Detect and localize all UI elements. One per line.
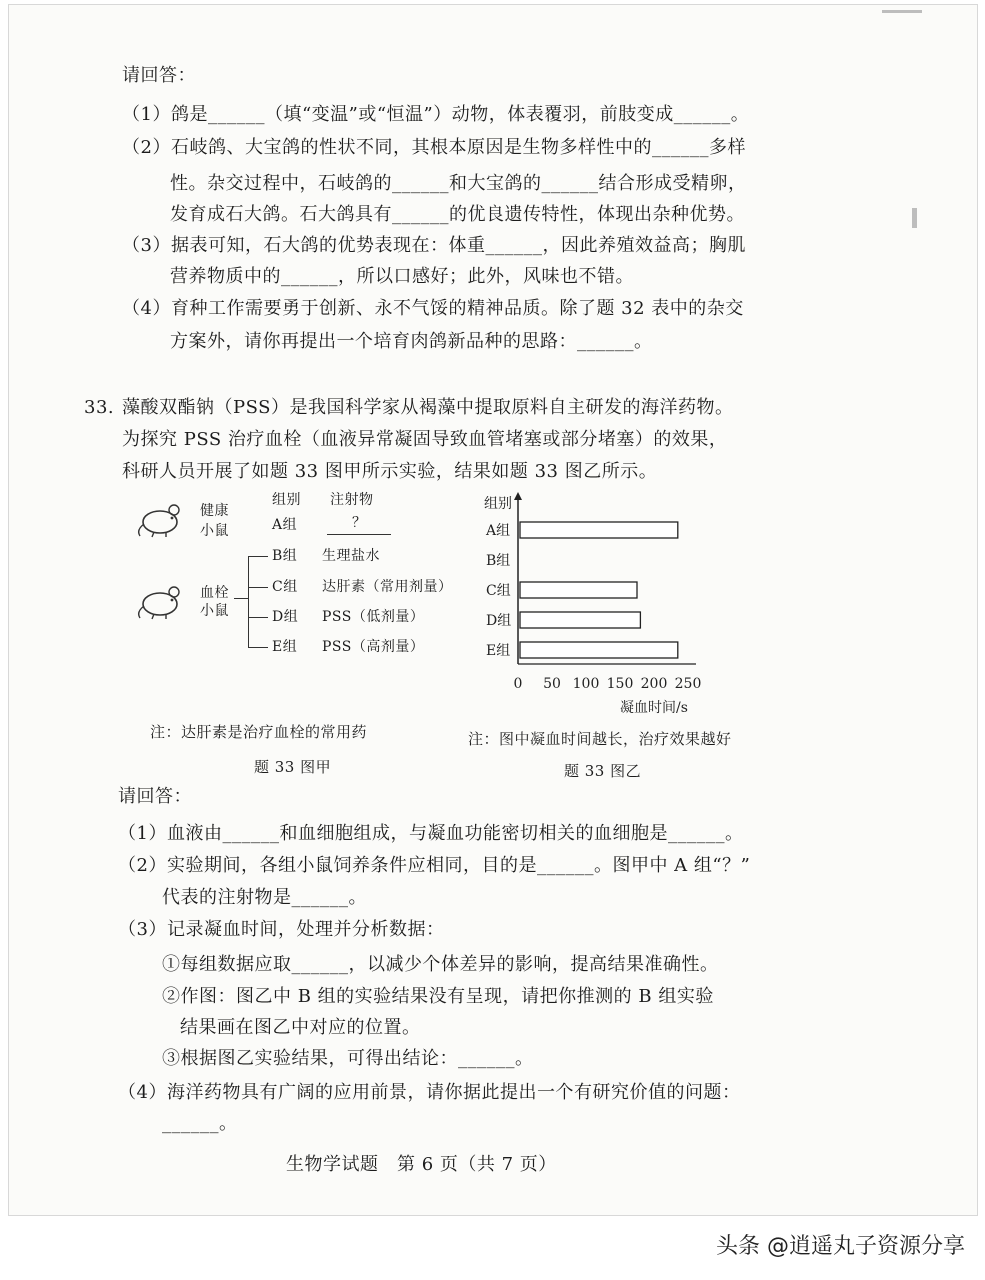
bar-chart [470, 484, 770, 720]
question-33-1: （1）血液由______和血细胞组成，与凝血功能密切相关的血细胞是______。 [118, 823, 744, 844]
group-bracket [248, 556, 249, 648]
y-axis-label: 组别 [484, 496, 512, 512]
category-label: D组 [486, 613, 512, 629]
category-label: E组 [486, 643, 511, 659]
question-33-3-a: ①每组数据应取______，以减少个体差异的影响，提高结果准确性。 [162, 954, 719, 975]
table-row-inject: 达肝素（常用剂量） [322, 579, 453, 595]
category-label: A组 [486, 523, 511, 539]
question-32-4: （4）育种工作需要勇于创新、永不气馁的精神品质。除了题 32 表中的杂交 [122, 298, 744, 319]
x-tick-label: 50 [543, 676, 561, 692]
table-header-inject: 注射物 [330, 492, 374, 508]
question-33-stem: 为探究 PSS 治疗血栓（血液异常凝固导致血管堵塞或部分堵塞）的效果， [122, 429, 728, 450]
question-32-3: （3）据表可知，石大鸽的优势表现在：体重______，因此养殖效益高；胸肌 [122, 235, 746, 256]
thrombus-mouse-label: 血栓 [200, 585, 229, 601]
question-number: 33. [84, 397, 115, 418]
bar [520, 642, 678, 658]
question-32-2-cont: 发育成石大鸽。石大鸽具有______的优良遗传特性，体现出杂种优势。 [170, 204, 745, 225]
table-row-inject: PSS（低剂量） [322, 609, 425, 625]
x-tick-label: 200 [640, 676, 668, 692]
question-32-4-cont: 方案外，请你再提出一个培育肉鸽新品种的思路：______。 [170, 331, 653, 352]
question-33-3-c: ③根据图乙实验结果，可得出结论：______。 [162, 1048, 534, 1069]
table-header-group: 组别 [272, 492, 301, 508]
bracket-tick [248, 556, 268, 557]
bar [520, 582, 637, 598]
question-32-2-cont: 性。杂交过程中，石岐鸽的______和大宝鸽的______结合形成受精卵， [170, 173, 747, 194]
bar [520, 612, 640, 628]
y-axis-arrow [514, 492, 522, 500]
thrombus-mouse-label: 小鼠 [200, 603, 229, 619]
x-axis-label: 凝血时间/s [620, 700, 688, 716]
bracket-tick [248, 587, 268, 588]
question-32-3-cont: 营养物质中的______，所以口感好；此外，风味也不错。 [170, 266, 634, 287]
question-33-3-b: ②作图：图乙中 B 组的实验结果没有呈现，请把你推测的 B 组实验 [162, 986, 714, 1007]
question-33-4: （4）海洋药物具有广阔的应用前景，请你据此提出一个有研究价值的问题： [118, 1082, 741, 1103]
scan-artifact [882, 10, 922, 13]
bracket-tick [248, 647, 268, 648]
table-row-group: E组 [272, 639, 298, 655]
category-label: C组 [486, 583, 511, 599]
answer-prompt: 请回答： [118, 786, 192, 807]
table-row-inject: ？ [352, 515, 367, 531]
healthy-mouse-icon [136, 498, 188, 538]
bar [520, 522, 678, 538]
watermark: 头条 @逍遥丸子资源分享 [716, 1234, 965, 1259]
x-tick-label: 250 [674, 676, 702, 692]
page-footer: 生物学试题 第 6 页（共 7 页） [286, 1154, 557, 1175]
figure-a-note: 注：达肝素是治疗血栓的常用药 [150, 723, 368, 741]
figure-b-note: 注：图中凝血时间越长，治疗效果越好 [468, 730, 732, 748]
figure-a-caption: 题 33 图甲 [254, 758, 332, 776]
answer-prompt: 请回答： [122, 65, 196, 86]
table-row-inject: 生理盐水 [322, 548, 380, 564]
blank-underline [327, 534, 391, 535]
x-tick-label: 100 [572, 676, 600, 692]
question-33-stem: 科研人员开展了如题 33 图甲所示实验，结果如题 33 图乙所示。 [122, 461, 658, 482]
question-33-3-b-cont: 结果画在图乙中对应的位置。 [180, 1017, 421, 1038]
question-33-3: （3）记录凝血时间，处理并分析数据： [118, 919, 445, 940]
category-label: B组 [486, 553, 511, 569]
question-33-2-cont: 代表的注射物是______。 [162, 887, 367, 908]
figure-b-caption: 题 33 图乙 [564, 762, 642, 780]
question-32-1: （1）鸽是______（填“变温”或“恒温”）动物，体表覆羽，前肢变成______。 [122, 104, 750, 125]
x-tick-label: 0 [513, 676, 523, 692]
scan-artifact [912, 208, 917, 228]
question-33-stem: 藻酸双酯钠（PSS）是我国科学家从褐藻中提取原料自主研发的海洋药物。 [122, 397, 734, 418]
thrombus-mouse-icon [136, 580, 188, 620]
question-32-2: （2）石岐鸽、大宝鸽的性状不同，其根本原因是生物多样性中的______多样 [122, 137, 746, 158]
table-row-group: A组 [272, 517, 298, 533]
table-row-group: D组 [272, 609, 299, 625]
table-row-group: B组 [272, 548, 298, 564]
bracket-tick [248, 617, 268, 618]
table-row-group: C组 [272, 579, 298, 595]
table-row-inject: PSS（高剂量） [322, 639, 425, 655]
bracket-stem [234, 598, 248, 599]
question-33-2: （2）实验期间，各组小鼠饲养条件应相同，目的是______。图甲中 A 组“？” [118, 855, 751, 876]
x-tick-label: 150 [606, 676, 634, 692]
question-33-4-cont: ______。 [162, 1113, 238, 1134]
healthy-mouse-label: 小鼠 [200, 523, 229, 539]
healthy-mouse-label: 健康 [200, 503, 229, 519]
